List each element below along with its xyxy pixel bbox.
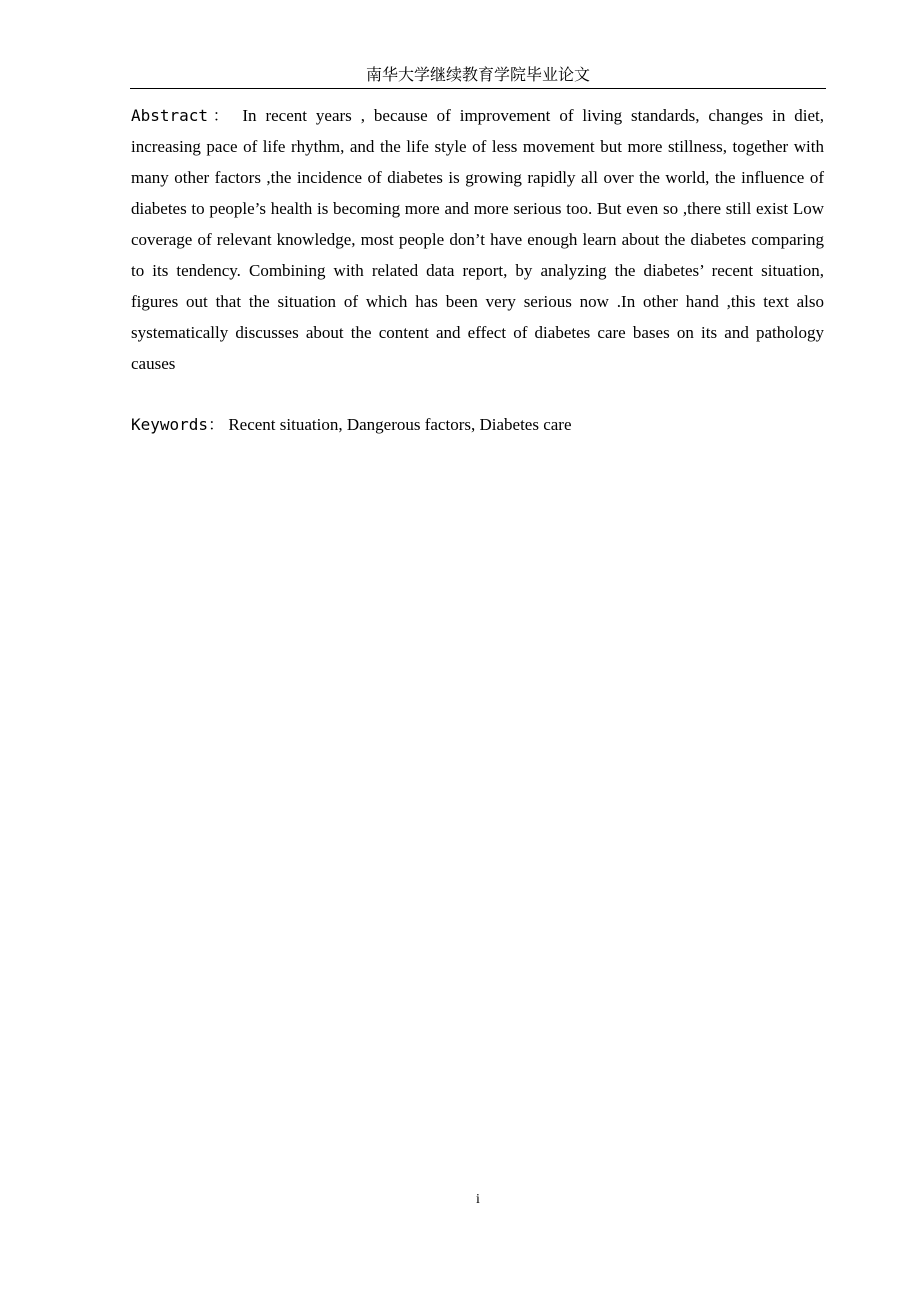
header-divider — [130, 88, 826, 89]
abstract-paragraph — [131, 100, 824, 379]
page-number: i — [476, 1192, 480, 1207]
keywords-label: Keywords： — [131, 415, 225, 434]
abstract-text: In recent years , because of improvement of living standards, changes in diet, increasing pace of life rhythm, and the life style of less movement but more stillness, together with many other factors ,the incidence of diabetes is growing rapidly all over the world, the influence of diabetes to people’s health is becoming more and more serious too. But even so ,there still exist Low coverage of relevant knowledge, most people don’t have enough learn about the diabetes comparing to its tendency. Combining with related data report, by analyzing the diabetes’ recent situation, figures out that the situation of which has been very serious now .In other hand ,this text also systematically discusses about the content and effect of diabetes care bases on its and pathology causes — [131, 106, 824, 373]
keywords-text: Recent situation, Dangerous factors, Diabetes care — [228, 415, 572, 434]
keywords-paragraph — [131, 409, 824, 440]
abstract-label: Abstract： — [131, 106, 234, 125]
page-header-title: 南华大学继续教育学院毕业论文 — [365, 65, 590, 84]
